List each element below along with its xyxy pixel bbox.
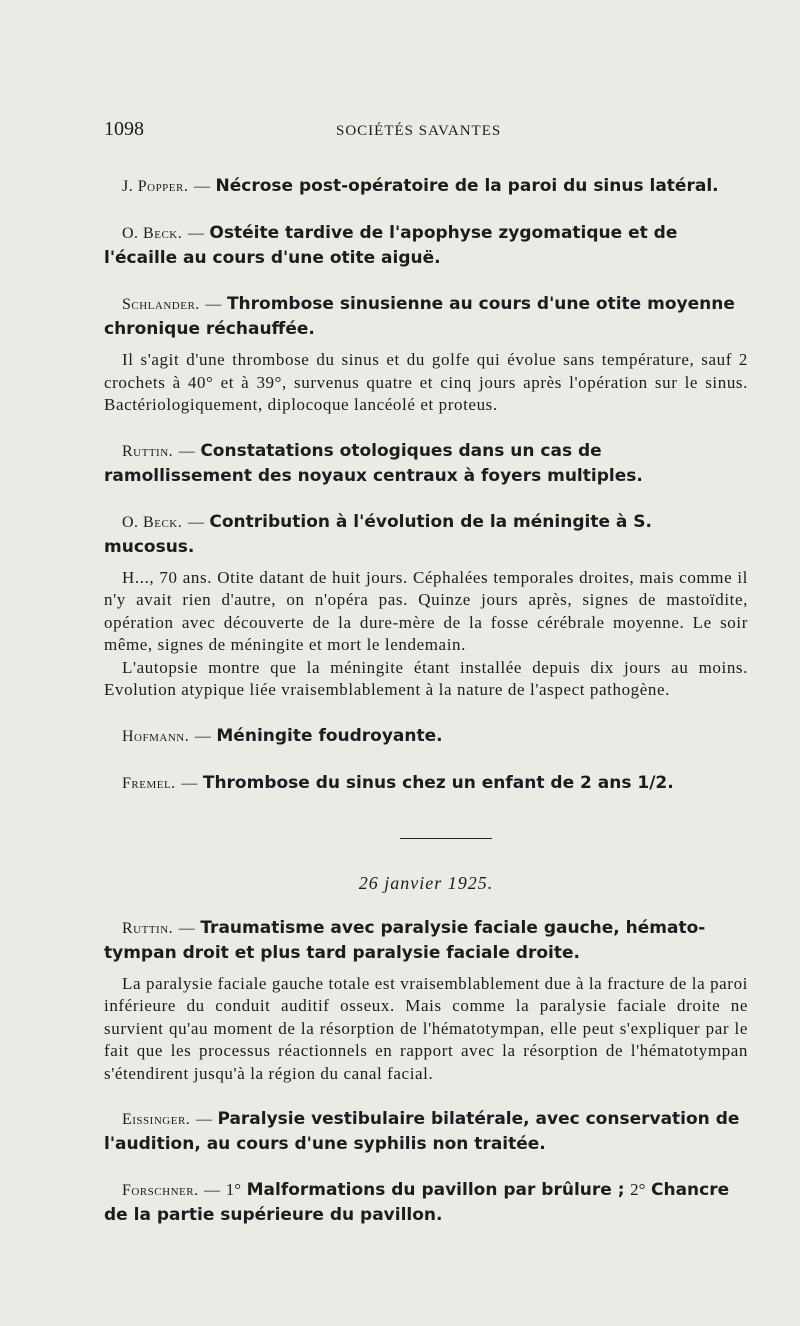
entry-title: Paralysie vestibulaire bilatérale, avec conservation de l'audition, au cours d'une syphilis non traitée. xyxy=(104,1109,740,1154)
entry-heading xyxy=(104,916,748,965)
entry-heading xyxy=(104,1107,748,1156)
entry-forschner xyxy=(104,1178,748,1227)
entry-separator: — xyxy=(194,727,211,745)
entry-schlander xyxy=(104,292,748,417)
entry-heading xyxy=(104,771,748,796)
entry-separator: — xyxy=(205,296,222,313)
list-number: 1° xyxy=(225,1180,242,1199)
entry-author: Ruttin. xyxy=(122,919,174,937)
entry-heading xyxy=(104,510,748,559)
entry-paragraph: L'autopsie montre que la méningite étant installée depuis dix jours au moins. Evolution atypique liée vraisemblablement à la nature de l'aspect pathogène. xyxy=(104,657,748,699)
entry-title: Traumatisme avec paralysie faciale gauche, hémato-tympan droit et plus tard paralysie faciale droite. xyxy=(104,917,706,963)
entry-heading xyxy=(104,1178,748,1227)
running-head xyxy=(104,118,748,150)
entry-ruttin-1 xyxy=(104,439,748,488)
entry-heading xyxy=(104,292,748,341)
entry-heading xyxy=(104,221,748,270)
entry-beck-2 xyxy=(104,510,748,702)
entry-title: Méningite foudroyante. xyxy=(216,725,443,746)
entry-separator: — xyxy=(195,1111,212,1128)
entry-separator: — xyxy=(181,774,198,792)
entry-fremel xyxy=(104,771,748,796)
entry-separator: — xyxy=(178,442,195,460)
list-number: 2° xyxy=(630,1180,646,1199)
entry-author: Ruttin. xyxy=(122,442,174,460)
entry-ruttin-2 xyxy=(104,916,748,1086)
entry-author: Schlander. xyxy=(122,296,200,313)
entry-beck-1 xyxy=(104,221,748,270)
document-page xyxy=(104,118,748,1249)
entry-title: Constatations otologiques dans un cas de ramollissement des noyaux centraux à foyers multiples. xyxy=(104,440,643,486)
entry-eissinger xyxy=(104,1107,748,1156)
entry-title: Malformations du pavillon par brûlure ; xyxy=(246,1180,625,1200)
entry-separator: — xyxy=(178,919,195,937)
entry-title: Contribution à l'évolution de la méningite à S. mucosus. xyxy=(104,511,652,557)
entry-separator: — xyxy=(193,178,210,195)
entry-heading xyxy=(104,724,748,749)
section-divider xyxy=(400,838,492,839)
entry-author: J. Popper. xyxy=(122,178,189,195)
entry-heading xyxy=(104,439,748,488)
entry-popper xyxy=(104,174,748,199)
entry-heading xyxy=(104,174,748,199)
entry-title: Thrombose sinusienne au cours d'une otite moyenne chronique réchauffée. xyxy=(104,294,735,339)
entry-paragraph: La paralysie faciale gauche totale est vraisemblablement due à la fracture de la paroi inférieure du conduit auditif osseux. Mais comme la paralysie faciale droite ne survient qu'au moment de la résorption de l'hématotympan, elle peut s'expliquer par le fait que les processus réactionnels en rapport avec la résorption de l'hématotympan s'étendirent jusqu'à la région du canal facial. xyxy=(104,973,748,1083)
entry-separator: — xyxy=(187,513,204,531)
page-number: 1098 xyxy=(104,118,144,140)
entry-separator: — xyxy=(204,1182,221,1199)
entry-author: O. Beck. xyxy=(122,513,183,531)
entry-title: Nécrose post-opératoire de la paroi du sinus latéral. xyxy=(215,176,719,196)
entry-author: O. Beck. xyxy=(122,225,183,242)
entry-separator: — xyxy=(187,225,204,242)
entry-paragraph: Il s'agit d'une thrombose du sinus et du golfe qui évolue sans température, sauf 2 crochets à 40° et à 39°, survenus quatre et cinq jours après l'opération sur le sinus. Bactériologiquement, diplocoque lancéolé et proteus. xyxy=(104,350,748,414)
entry-author: Eissinger. xyxy=(122,1111,191,1128)
running-title: SOCIÉTÉS SAVANTES xyxy=(336,123,502,139)
entry-paragraph: H..., 70 ans. Otite datant de huit jours. Céphalées temporales droites, mais comme il n'y avait rien d'autre, on n'opéra pas. Quinze jours après, signes de mastoïdite, opération avec découverte de la dure-mère de la fosse cérébrale moyenne. Le soir même, signes de méningite et mort le lendemain. xyxy=(104,567,748,654)
entry-title: Ostéite tardive de l'apophyse zygomatique et de l'écaille au cours d'une otite aiguë. xyxy=(104,223,678,268)
entry-title-second: Chancre de la partie supérieure du pavillon. xyxy=(104,1180,730,1225)
entry-author: Hofmann. xyxy=(122,727,190,745)
entry-author: Forschner. xyxy=(122,1182,199,1199)
session-date: 26 janvier 1925. xyxy=(358,872,494,893)
entry-title: Thrombose du sinus chez un enfant de 2 ans 1/2. xyxy=(202,772,674,793)
entry-author: Fremel. xyxy=(122,774,176,792)
entry-hofmann xyxy=(104,724,748,749)
